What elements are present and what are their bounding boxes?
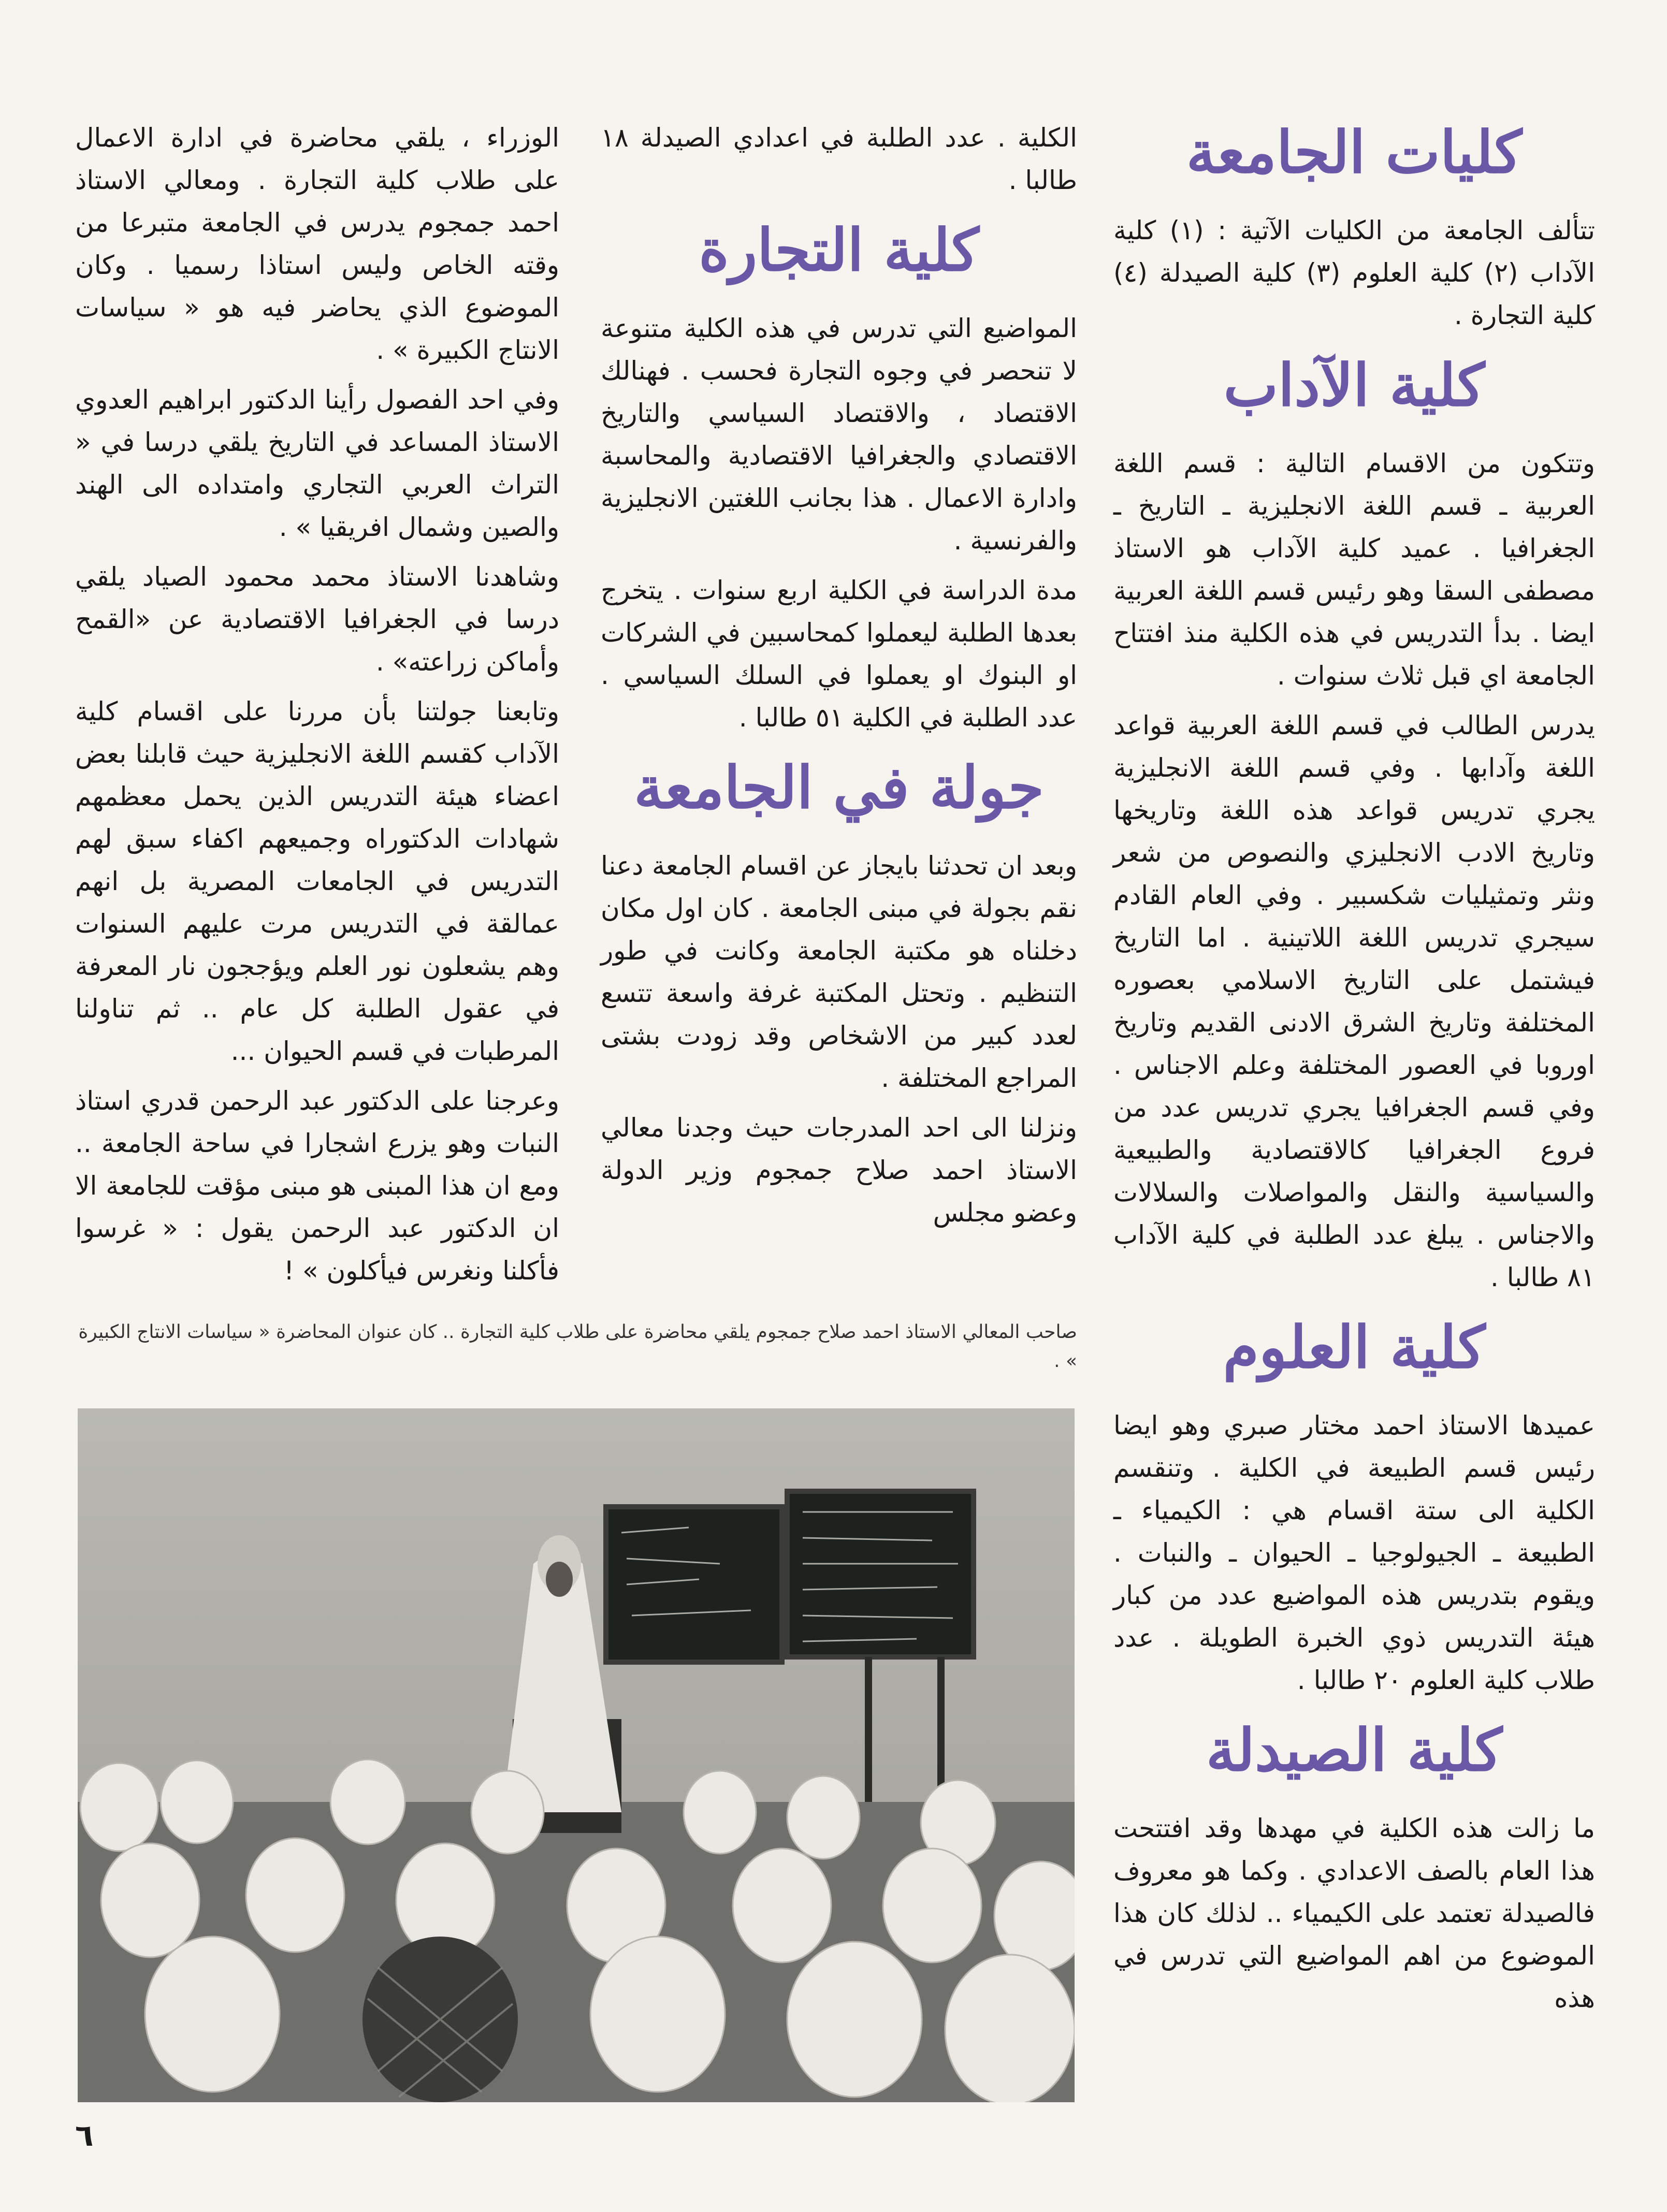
heading-science: كلية العلوم [1223,1314,1486,1381]
paragraph: وتابعنا جولتنا بأن مررنا على اقسام كلية الآداب كقسم اللغة الانجليزية حيث قابلنا بعض اعضاء هيئة التدريس الذين يحمل معظمهم شهادات الدكتوراه وجميعهم اكفاء سبق لهم التدريس في الجامعات المصرية بل انهم عمالقة في التدريس مرت عليهم السنوات وهم يشعلون نور العلم ويؤججون نار المعرفة في عقول الطلبة كل عام .. ثم تناولنا المرطبات في قسم الحيوان ... [75,696,559,1066]
paragraph: مدة الدراسة في الكلية اربع سنوات . يتخرج بعدها الطلبة ليعملوا كمحاسبين في الشركات او البنوك او يعملوا في السلك السياسي . عدد الطلبة في الكلية ٥١ طالبا . [601,575,1077,733]
heading-tour: جولة في الجامعة [634,754,1044,822]
paragraph: تتألف الجامعة من الكليات الآتية : (١) كلية الآداب (٢) كلية العلوم (٣) كلية الصيدلة (٤) كلية التجارة . [1113,215,1595,330]
paragraph: الوزراء ، يلقي محاضرة في ادارة الاعمال على طلاب كلية التجارة . ومعالي الاستاذ احمد جمجوم يدرس في الجامعة متبرعا من وقته الخاص وليس استاذا رسميا . وكان الموضوع الذي يحاضر فيه هو « سياسات الانتاج الكبيرة » . [75,123,559,365]
heading-faculties: كليات الجامعة [1186,119,1523,186]
heading-pharmacy: كلية الصيدلة [1206,1716,1503,1784]
photo-caption: صاحب المعالي الاستاذ احمد صلاح جمجوم يلقي محاضرة على طلاب كلية التجارة .. كان عنوان المحاضرة « سياسات الانتاج الكبيرة » . [78,1321,1077,1372]
paragraph: وشاهدنا الاستاذ محمد محمود الصياد يلقي درسا في الجغرافيا الاقتصادية عن «القمح وأماكن زراعته» . [75,562,559,677]
paragraph: وعرجنا على الدكتور عبد الرحمن قدري استاذ النبات وهو يزرع اشجارا في ساحة الجامعة .. ومع ان هذا المبنى هو مبنى مؤقت للجامعة الا ان الدكتور عبد الرحمن يقول : « غرسوا فأكلنا ونغرس فيأكلون » ! [75,1086,559,1286]
heading-arts: كلية الآداب [1223,352,1485,419]
paragraph: ونزلنا الى احد المدرجات حيث وجدنا معالي الاستاذ احمد صلاح جمجوم وزير الدولة وعضو مجلس [601,1113,1077,1228]
paragraph: يدرس الطالب في قسم اللغة العربية قواعد اللغة وآدابها . وفي قسم اللغة الانجليزية يجري تدريس قواعد هذه اللغة وتاريخها وتاريخ الادب الانجليزي والنصوص من شعر ونثر وتمثيليات شكسبير . وفي العام القادم سيجري تدريس اللغة اللاتينية . اما التاريخ فيشتمل على التاريخ الاسلامي بعصوره المختلفة وتاريخ الشرق الادنى القديم وتاريخ اوروبا في العصور المختلفة وعلم الاجناس . وفي قسم الجغرافيا يجري تدريس عدد من فروع الجغرافيا كالاقتصادية والطبيعية والسياسية والنقل والمواصلات والسلالات والاجناس . يبلغ عدد الطلبة في كلية الآداب ٨١ طالبا . [1113,710,1595,1292]
paragraph: الكلية . عدد الطلبة في اعدادي الصيدلة ١٨ طالبا . [601,123,1077,195]
page-number: ٦ [75,2118,94,2153]
paragraph: ما زالت هذه الكلية في مهدها وقد افتتحت هذا العام بالصف الاعدادي . وكما هو معروف فالصيدلة تعتمد على الكيمياء .. لذلك كان هذا الموضوع من اهم المواضيع التي تدرس في هذه [1113,1813,1595,2013]
middle-column [601,117,1077,1241]
paragraph: وفي احد الفصول رأينا الدكتور ابراهيم العدوي الاستاذ المساعد في التاريخ يلقي درسا في « التراث العربي التجاري وامتداده الى الهند والصين وشمال افريقيا » . [75,385,559,542]
heading-commerce: كلية التجارة [699,216,979,284]
classroom-illustration [78,1408,1075,2102]
right-column [1113,104,1595,2027]
classroom-photo [78,1408,1075,2102]
left-column [75,117,559,1299]
paragraph: المواضيع التي تدرس في هذه الكلية متنوعة لا تنحصر في وجوه التجارة فحسب . فهنالك الاقتصاد ، والاقتصاد السياسي والتاريخ الاقتصادي والجغرافيا الاقتصادية والمحاسبة وادارة الاعمال . هذا بجانب اللغتين الانجليزية والفرنسية . [601,313,1077,556]
paragraph: عميدها الاستاذ احمد مختار صبري وهو ايضا رئيس قسم الطبيعة في الكلية . وتنقسم الكلية الى ستة اقسام هي : الكيمياء ـ الطبيعة ـ الجيولوجيا ـ الحيوان ـ والنبات . ويقوم بتدريس هذه المواضيع عدد من كبار هيئة التدريس ذوي الخبرة الطويلة . عدد طلاب كلية العلوم ٢٠ طالبا . [1113,1410,1595,1695]
paragraph: وتتكون من الاقسام التالية : قسم اللغة العربية ـ قسم اللغة الانجليزية ـ التاريخ ـ الجغرافيا . عميد كلية الآداب هو الاستاذ مصطفى السقا وهو رئيس قسم اللغة العربية ايضا . بدأ التدريس في هذه الكلية منذ افتتاح الجامعة اي قبل ثلاث سنوات . [1113,448,1595,691]
paragraph: وبعد ان تحدثنا بايجاز عن اقسام الجامعة دعنا نقم بجولة في مبنى الجامعة . كان اول مكان دخلناه هو مكتبة الجامعة وكانت في طور التنظيم . وتحتل المكتبة غرفة واسعة تتسع لعدد كبير من الاشخاص وقد زودت بشتى المراجع المختلفة . [601,851,1077,1093]
